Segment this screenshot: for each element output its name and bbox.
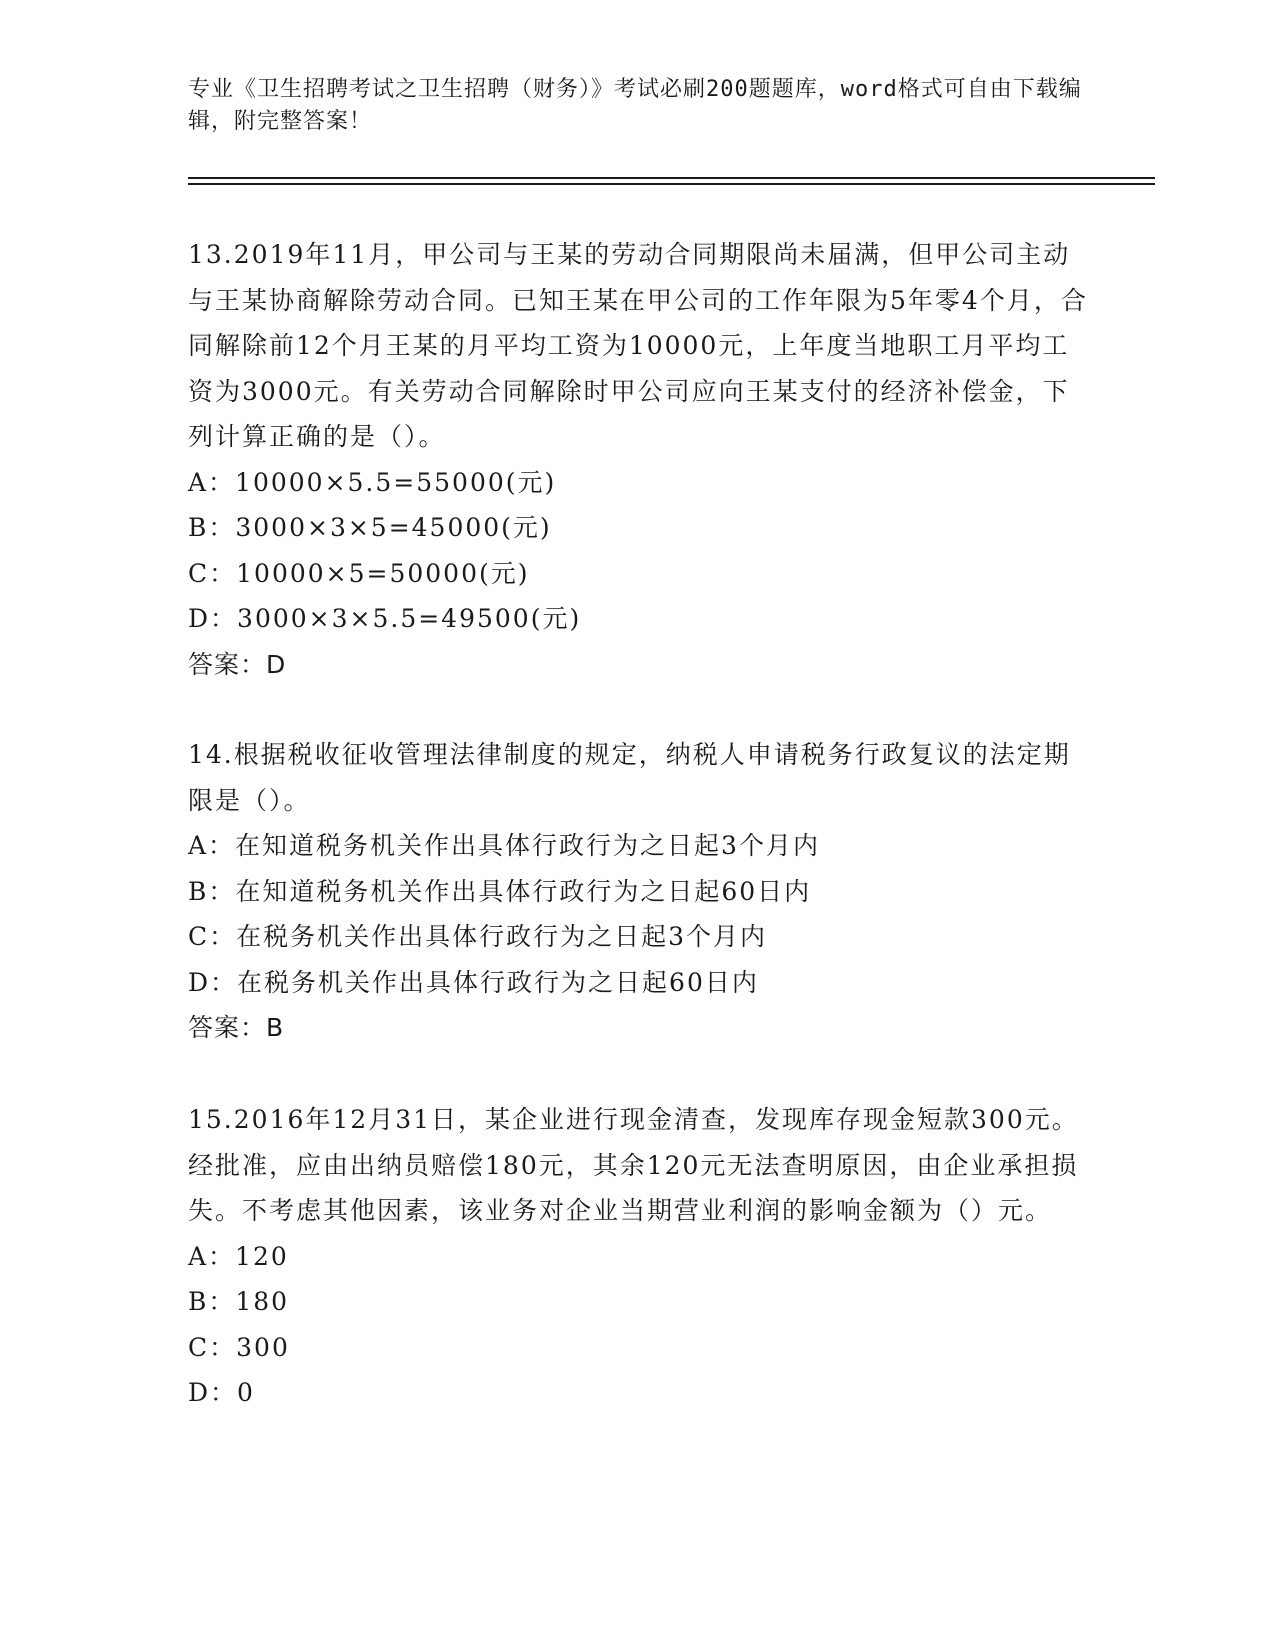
option-a: A：10000×5.5=55000(元) (188, 467, 557, 497)
answer-line: 答案：B (188, 1013, 285, 1042)
option-c: C：300 (188, 1332, 290, 1362)
option-b: B：3000×3×5=45000(元) (188, 513, 552, 542)
header-divider-top (188, 177, 1155, 179)
question-15 (188, 1097, 1088, 1416)
option-d: D：在税务机关作出具体行政行为之日起60日内 (188, 967, 759, 997)
option-c: C：10000×5=50000(元) (188, 558, 530, 588)
question-13 (188, 232, 1088, 687)
answer-line: 答案：D (188, 649, 287, 679)
option-b: B：在知道税务机关作出具体行政行为之日起60日内 (188, 876, 812, 906)
question-14 (188, 732, 1088, 1051)
document-header: 专业《卫生招聘考试之卫生招聘（财务）》考试必刷200题题库，word格式可自由下载编辑，附完整答案！ (188, 77, 1082, 134)
question-stem: 14.根据税收征收管理法律制度的规定，纳税人申请税务行政复议的法定期限是（）。 (188, 740, 1071, 815)
header-divider-bottom (188, 183, 1155, 185)
option-b: B：180 (188, 1287, 290, 1316)
option-d: D：0 (188, 1378, 255, 1407)
option-a: A：在知道税务机关作出具体行政行为之日起3个月内 (188, 831, 820, 860)
option-c: C：在税务机关作出具体行政行为之日起3个月内 (188, 922, 768, 951)
question-stem: 15.2016年12月31日，某企业进行现金清查，发现库存现金短款300元。经批准，应由出纳员赔偿180元，其余120元无法查明原因，由企业承担损失。不考虑其他因素，该业务对企业当期营业利润的影响金额为（）元。 (188, 1105, 1079, 1225)
option-d: D：3000×3×5.5=49500(元) (188, 604, 582, 633)
question-stem: 13.2019年11月，甲公司与王某的劳动合同期限尚未届满，但甲公司主动与王某协商解除劳动合同。已知王某在甲公司的工作年限为5年零4个月，合同解除前12个月王某的月平均工资为10000元，上年度当地职工月平均工资为3000元。有关劳动合同解除时甲公司应向王某支付的经济补偿金，下列计算正确的是（）。 (188, 240, 1088, 451)
option-a: A：120 (188, 1241, 289, 1271)
